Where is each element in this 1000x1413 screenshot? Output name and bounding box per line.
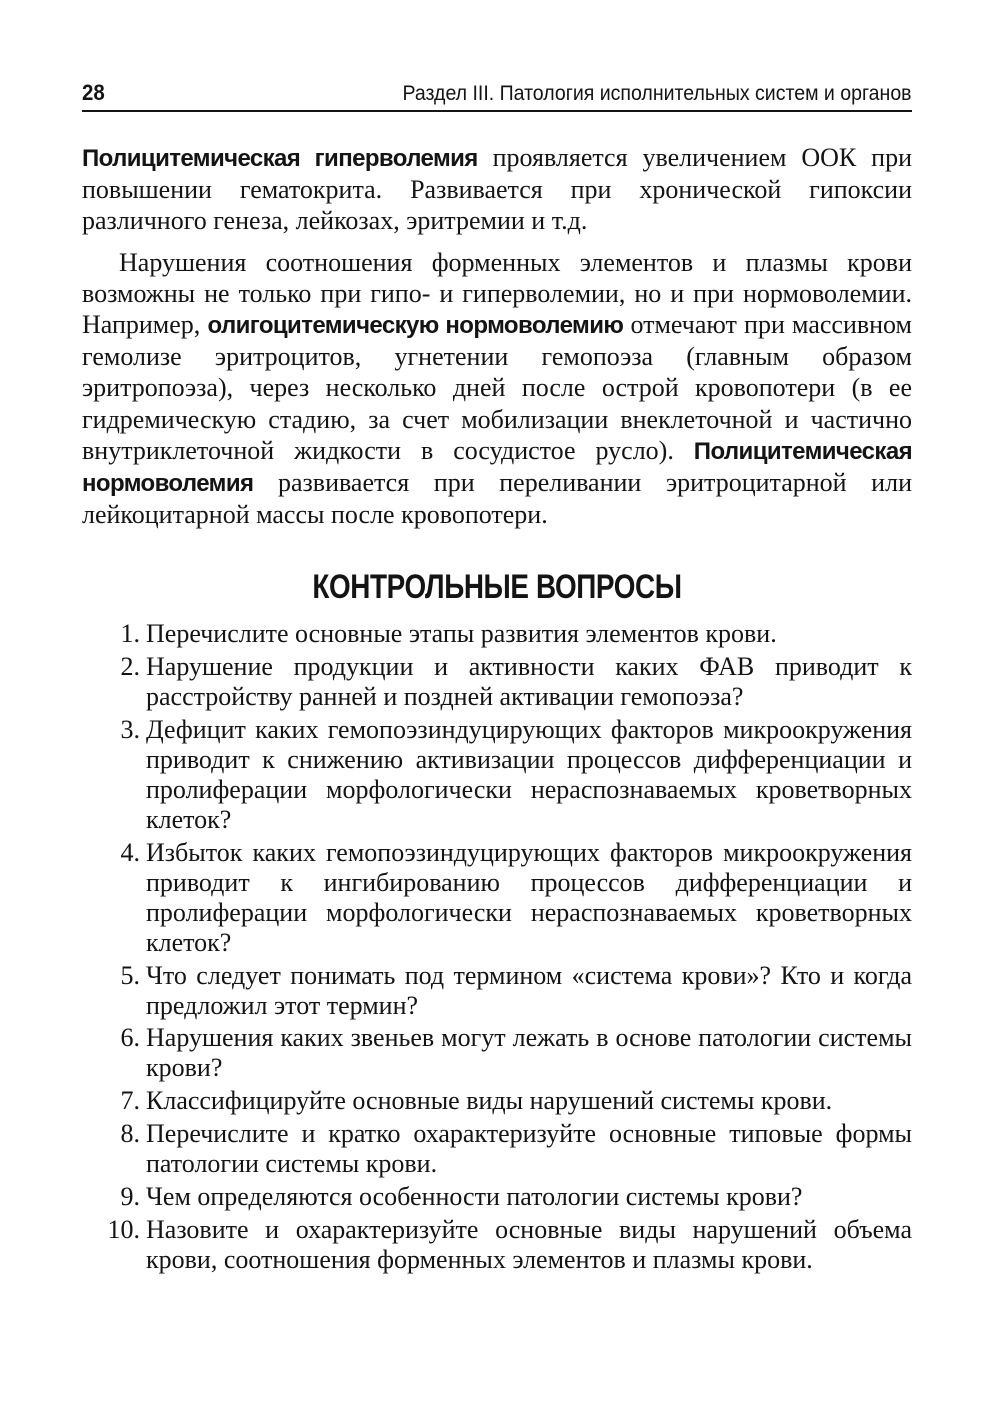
list-item — [82, 1215, 912, 1275]
term-polycythemic-hypervolemia: Полицитемическая гиперволемия — [82, 145, 478, 172]
running-header — [82, 80, 912, 110]
list-item — [82, 1086, 912, 1116]
question-number: 8. — [120, 1119, 140, 1149]
section-header-title: Раздел III. Патология исполнительных систем и органов — [402, 82, 912, 105]
question-text: Перечислите основные этапы развития элементов крови. — [146, 619, 777, 649]
question-text: Классифицируйте основные виды нарушений системы крови. — [146, 1086, 833, 1116]
question-number: 9. — [120, 1181, 140, 1211]
question-number: 2. — [120, 652, 140, 682]
paragraph-text: развивается при переливании эритроцитарной или лейкоцитарной массы после кровопотери. — [82, 468, 912, 530]
question-number: 5. — [120, 960, 140, 990]
paragraph-polycythemic-hypervolemia — [82, 142, 912, 237]
question-text: Нарушения каких звеньев могут лежать в основе патологии системы крови? — [146, 1023, 912, 1083]
paragraph-normovolemia — [82, 247, 912, 531]
question-text: Что следует понимать под термином «система крови»? Кто и когда предложил этот термин? — [146, 960, 912, 1020]
question-text: Чем определяются особенности патологии системы крови? — [146, 1181, 803, 1211]
question-text: Избыток каких гемопоэзиндуцирующих факторов микроокружения приводит к ингибированию процессов дифференциации и пролиферации морфологически нераспознаваемых кроветворных клеток? — [146, 837, 912, 957]
question-number: 7. — [120, 1086, 140, 1116]
question-number: 1. — [120, 619, 140, 649]
question-text: Нарушение продукции и активности каких ФАВ приводит к расстройству ранней и поздней активации гемопоэза? — [146, 652, 912, 712]
question-number: 3. — [120, 715, 140, 745]
questions-list — [82, 619, 912, 1274]
list-item — [82, 619, 912, 649]
term-polycythemic-normovolemia: Полицитемическая нормоволемия — [82, 437, 912, 498]
question-text: Назовите и охарактеризуйте основные виды нарушений объема крови, соотношения форменных элементов и плазмы крови. — [146, 1214, 912, 1274]
list-item — [82, 1119, 912, 1179]
paragraph-text: отмечают при массивном гемолизе эритроцитов, угнетении гемопоэза (главным образом эритропоэза), через несколько дней после острой кровопотери (в ее гидремическую стадию, за счет мобилизации внеклеточной и частично внутриклеточной жидкости в сосудистое русло). — [82, 310, 913, 465]
question-text: Дефицит каких гемопоэзиндуцирующих факторов микроокружения приводит к снижению активизации процессов дифференциации и пролиферации морфологически нераспознаваемых кроветворных клеток? — [146, 715, 912, 835]
question-number: 4. — [120, 837, 140, 867]
list-item — [82, 838, 912, 958]
question-text: Перечислите и кратко охарактеризуйте основные типовые формы патологии системы крови. — [146, 1119, 912, 1179]
term-oligocythemic-normovolemia: олигоцитемическую нормоволемию — [207, 312, 624, 340]
header-divider — [82, 110, 912, 112]
list-item — [82, 961, 912, 1021]
question-number: 6. — [120, 1023, 140, 1053]
book-page — [82, 80, 912, 1277]
list-item — [82, 1023, 912, 1083]
paragraph-text: Нарушения соотношения форменных элементов и плазмы крови возможны не только при гипо- и гиперволемии, но и при нормоволемии. Например, — [82, 247, 912, 340]
list-item — [82, 652, 912, 712]
page-number: 28 — [82, 80, 105, 105]
question-number: 10. — [107, 1214, 140, 1244]
section-title: КОНТРОЛЬНЫЕ ВОПРОСЫ — [312, 568, 682, 607]
paragraph-text: проявляется увеличением ООК при повышении гематокрита. Развивается при хронической гипоксии различного генеза, лейкозах, эритремии и т.д. — [82, 143, 912, 236]
list-item — [82, 1182, 912, 1212]
list-item — [82, 715, 912, 835]
